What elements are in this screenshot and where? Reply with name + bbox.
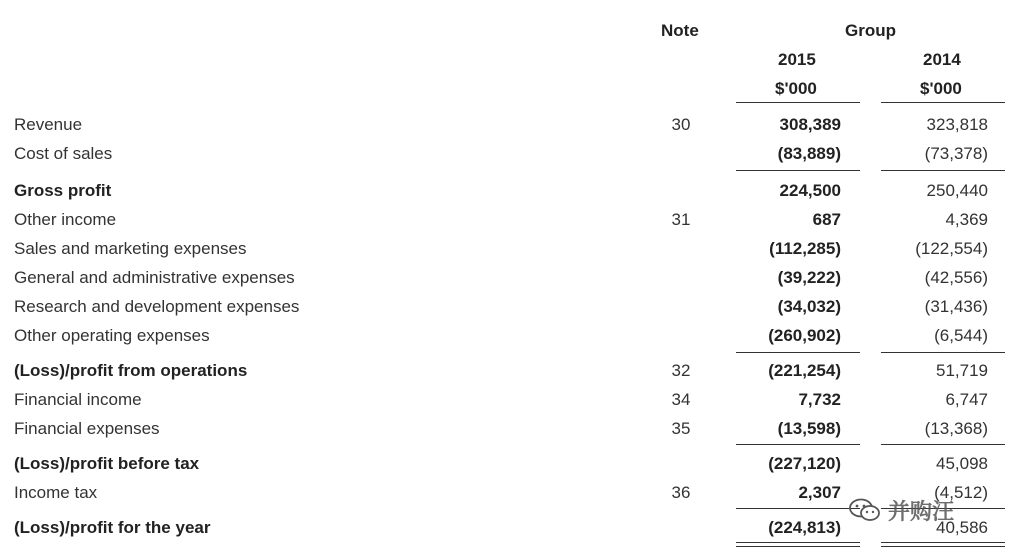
subtotal-rule-2014: [881, 444, 1005, 445]
row-value-2014: 45,098: [936, 454, 988, 473]
row-label: General and administrative expenses: [14, 268, 295, 287]
row-note: 35: [671, 419, 691, 438]
row-value-2015: (260,902): [768, 326, 841, 345]
row-label: (Loss)/profit from operations: [14, 361, 248, 380]
wechat-icon: [848, 497, 882, 523]
row-value-2015: (13,598): [777, 419, 841, 438]
watermark: [848, 490, 1026, 530]
row-value-2014: (6,544): [934, 326, 988, 345]
note-header: Note: [661, 21, 699, 40]
row-value-2015: (224,813): [768, 518, 841, 537]
row-value-2014: (42,556): [924, 268, 988, 287]
row-value-2014: (31,436): [924, 297, 988, 316]
row-label: Revenue: [14, 115, 83, 134]
row-label: (Loss)/profit for the year: [14, 518, 211, 537]
header-rule-2014: [881, 102, 1005, 103]
row-value-2014: 40,586: [936, 518, 988, 537]
row-label: Financial income: [14, 390, 142, 409]
row-value-2014: 4,369: [945, 210, 988, 229]
subtotal-rule-2014: [881, 170, 1005, 171]
row-value-2014: 250,440: [926, 181, 988, 200]
row-value-2015: 2,307: [798, 483, 841, 502]
total-double-rule-2014: [881, 542, 1005, 547]
row-value-2014: 51,719: [936, 361, 988, 380]
year-2015-header: 2015: [778, 50, 816, 69]
row-value-2015: (227,120): [768, 454, 841, 473]
row-label: Financial expenses: [14, 419, 160, 438]
row-value-2015: 687: [812, 210, 841, 229]
row-value-2015: (34,032): [777, 297, 841, 316]
row-value-2014: 6,747: [945, 390, 988, 409]
subtotal-rule-2015: [736, 444, 860, 445]
row-value-2015: 7,732: [798, 390, 841, 409]
subtotal-rule-2015: [736, 352, 860, 353]
row-label: Income tax: [14, 483, 98, 502]
row-value-2014: (4,512): [934, 483, 988, 502]
row-value-2015: (83,889): [777, 144, 841, 163]
row-value-2014: (13,368): [924, 419, 988, 438]
row-value-2015: 308,389: [779, 115, 841, 134]
subtotal-rule-2015: [736, 508, 860, 509]
subtotal-rule-2014: [881, 352, 1005, 353]
row-value-2015: (221,254): [768, 361, 841, 380]
year-2014-header: 2014: [923, 50, 961, 69]
row-note: 36: [671, 483, 691, 502]
row-value-2015: (112,285): [769, 239, 841, 258]
unit-2014-header: $'000: [920, 79, 962, 98]
header-rule-2015: [736, 102, 860, 103]
row-value-2015: 224,500: [779, 181, 841, 200]
row-label: Other operating expenses: [14, 326, 210, 345]
row-label: Sales and marketing expenses: [14, 239, 247, 258]
row-label: Research and development expenses: [14, 297, 300, 316]
row-label: Cost of sales: [14, 144, 113, 163]
row-note: 30: [671, 115, 691, 134]
row-value-2015: (39,222): [777, 268, 841, 287]
row-note: 34: [671, 390, 691, 409]
row-label: Other income: [14, 210, 117, 229]
row-value-2014: (73,378): [924, 144, 988, 163]
group-header: Group: [845, 21, 896, 40]
row-value-2014: (122,554): [915, 239, 988, 258]
subtotal-rule-2015: [736, 170, 860, 171]
row-value-2014: 323,818: [926, 115, 988, 134]
row-note: 32: [671, 361, 691, 380]
row-label: (Loss)/profit before tax: [14, 454, 200, 473]
total-double-rule-2015: [736, 542, 860, 547]
watermark-text: 并购汪: [888, 499, 955, 525]
unit-2015-header: $'000: [775, 79, 817, 98]
row-note: 31: [671, 210, 691, 229]
row-label: Gross profit: [14, 181, 112, 200]
